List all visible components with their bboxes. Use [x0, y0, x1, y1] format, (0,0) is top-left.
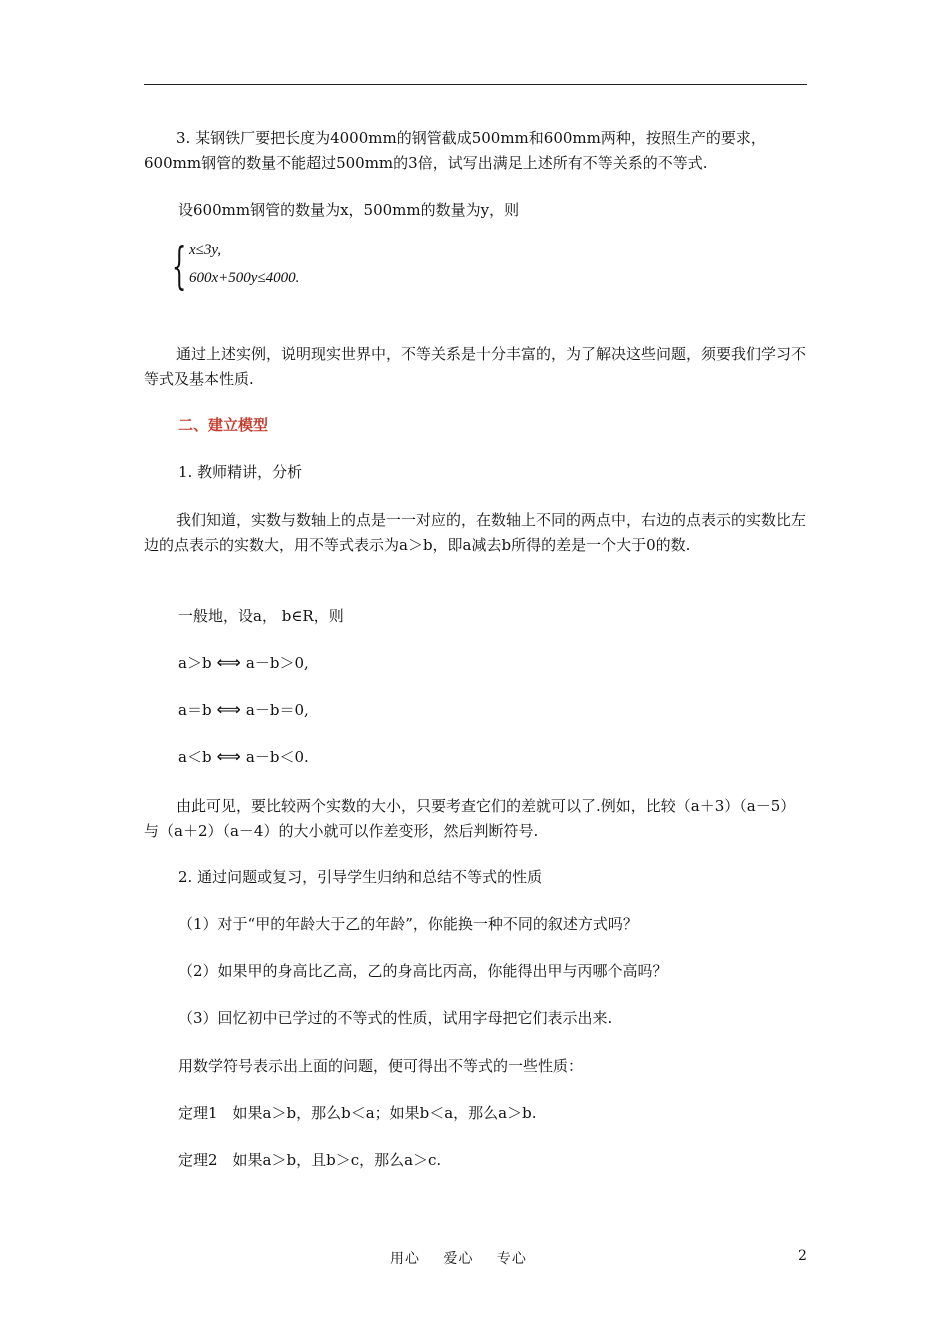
inequality-system [172, 237, 372, 296]
inequality-line-2: 600x+500y≤4000. [189, 270, 300, 286]
header-rule [144, 84, 807, 85]
relation-right: a－b＝0, [245, 701, 309, 719]
subsection-1-title: 1. 教师精讲，分析 [178, 463, 303, 481]
comparison-paragraph: 由此可见，要比较两个实数的大小，只要考查它们的差就可以了.例如，比较（a＋3）（a－5）与（a＋2）（a－4）的大小就可以作差变形，然后判断符号. [144, 797, 796, 840]
theorem-1: 定理1 如果a＞b，那么b＜a；如果b＜a，那么a＞b. [178, 1104, 537, 1122]
theorem-2: 定理2 如果a＞b，且b＞c，那么a＞c. [178, 1151, 442, 1169]
footer-motto: 用心 爱心 专心 [390, 1251, 527, 1267]
conclusion-paragraph: 通过上述实例，说明现实世界中，不等关系是十分丰富的，为了解决这些问题，须要我们学习不等式及基本性质. [144, 345, 807, 388]
number-line-paragraph: 我们知道，实数与数轴上的点是一一对应的，在数轴上不同的两点中，右边的点表示的实数比左边的点表示的实数大，用不等式表示为a＞b，即a减去b所得的差是一个大于0的数. [144, 511, 807, 554]
relation-left: a＜b [178, 748, 212, 766]
iff-icon: ⟺ [216, 747, 241, 767]
relation-left: a＞b [178, 654, 212, 672]
general-statement: 一般地，设a， b∈R，则 [178, 607, 344, 625]
question-1: （1）对于“甲的年龄大于乙的年龄”，你能换一种不同的叙述方式吗？ [178, 915, 638, 933]
iff-icon: ⟺ [216, 700, 241, 720]
subsection-2-title: 2. 通过问题或复习，引导学生归纳和总结不等式的性质 [178, 868, 543, 886]
relation-left: a＝b [178, 701, 212, 719]
relation-greater [178, 652, 309, 674]
relation-right: a－b＜0. [245, 748, 309, 766]
relation-right: a－b＞0, [245, 654, 309, 672]
relation-less [178, 746, 309, 768]
variable-definition: 设600mm钢管的数量为x，500mm的数量为y，则 [178, 201, 520, 219]
left-brace: { [172, 237, 187, 295]
page-number: 2 [798, 1248, 807, 1264]
section-heading-model: 二、建立模型 [178, 416, 269, 434]
question-3: （3）回忆初中已学过的不等式的性质，试用字母把它们表示出来. [178, 1009, 613, 1027]
properties-intro: 用数学符号表示出上面的问题，便可得出不等式的一些性质： [178, 1057, 584, 1075]
problem-3-text: 3. 某钢铁厂要把长度为4000mm的钢管截成500mm和600mm两种，按照生产的要求，600mm钢管的数量不能超过500mm的3倍，试写出满足上述所有不等关系的不等式. [144, 129, 766, 172]
inequality-line-1: x≤3y, [189, 242, 221, 258]
relation-equal [178, 699, 309, 721]
question-2: （2）如果甲的身高比乙高，乙的身高比丙高，你能得出甲与丙哪个高吗？ [178, 962, 668, 980]
iff-icon: ⟺ [216, 653, 241, 673]
